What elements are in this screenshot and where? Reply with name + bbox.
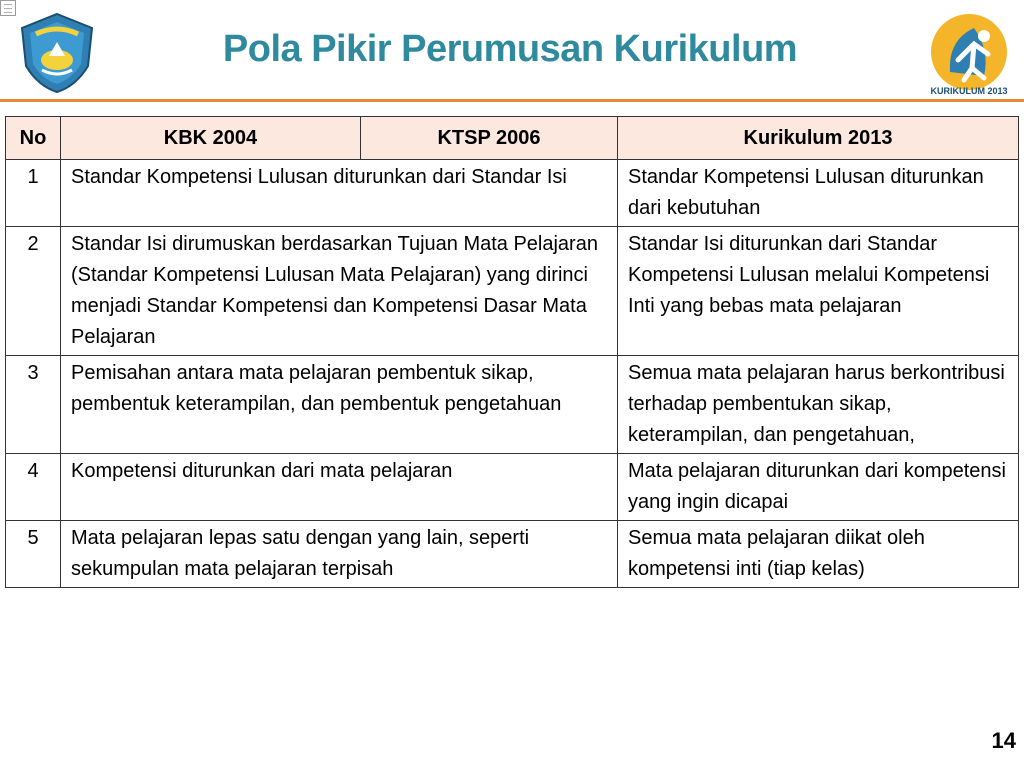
curriculum-comparison-table — [5, 116, 1019, 588]
row-new-approach: Semua mata pelajaran harus berkontribusi terhadap pembentukan sikap, keterampilan, dan pengetahuan, — [618, 356, 1019, 454]
row-old-approach: Pemisahan antara mata pelajaran pembentuk sikap, pembentuk keterampilan, dan pembentuk pengetahuan — [61, 356, 618, 454]
header-kurikulum-2013: Kurikulum 2013 — [618, 117, 1019, 160]
row-new-approach: Standar Isi diturunkan dari Standar Kompetensi Lulusan melalui Kompetensi Inti yang bebas mata pelajaran — [618, 227, 1019, 356]
row-old-approach: Mata pelajaran lepas satu dengan yang lain, seperti sekumpulan mata pelajaran terpisah — [61, 521, 618, 588]
tut-wuri-handayani-logo — [18, 12, 96, 94]
row-number: 2 — [6, 227, 61, 356]
title-divider — [0, 99, 1024, 102]
table-header-row — [6, 117, 1019, 160]
row-new-approach: Mata pelajaran diturunkan dari kompetensi yang ingin dicapai — [618, 454, 1019, 521]
row-old-approach: Kompetensi diturunkan dari mata pelajaran — [61, 454, 618, 521]
table-row — [6, 227, 1019, 356]
kurikulum-2013-logo — [928, 10, 1010, 98]
row-old-approach: Standar Kompetensi Lulusan diturunkan dari Standar Isi — [61, 160, 618, 227]
page-number: 14 — [991, 728, 1016, 753]
slide-title: Pola Pikir Perumusan Kurikulum — [222, 28, 798, 70]
table-row — [6, 356, 1019, 454]
header-kbk-2004: KBK 2004 — [61, 117, 361, 160]
table-row — [6, 160, 1019, 227]
row-number: 1 — [6, 160, 61, 227]
row-new-approach: Semua mata pelajaran diikat oleh kompetensi inti (tiap kelas) — [618, 521, 1019, 588]
row-old-approach: Standar Isi dirumuskan berdasarkan Tujuan Mata Pelajaran (Standar Kompetensi Lulusan Mata Pelajaran) yang dirinci menjadi Standar Kompetensi dan Kompetensi Dasar Mata Pelajaran — [61, 227, 618, 356]
kurikulum-logo-label: KURIKULUM 2013 — [930, 86, 1008, 96]
table-row — [6, 521, 1019, 588]
row-new-approach: Standar Kompetensi Lulusan diturunkan dari kebutuhan — [618, 160, 1019, 227]
header-ktsp-2006: KTSP 2006 — [361, 117, 618, 160]
row-number: 5 — [6, 521, 61, 588]
slide-corner-icon — [0, 0, 16, 16]
row-number: 3 — [6, 356, 61, 454]
table-row — [6, 454, 1019, 521]
row-number: 4 — [6, 454, 61, 521]
header-no: No — [6, 117, 61, 160]
